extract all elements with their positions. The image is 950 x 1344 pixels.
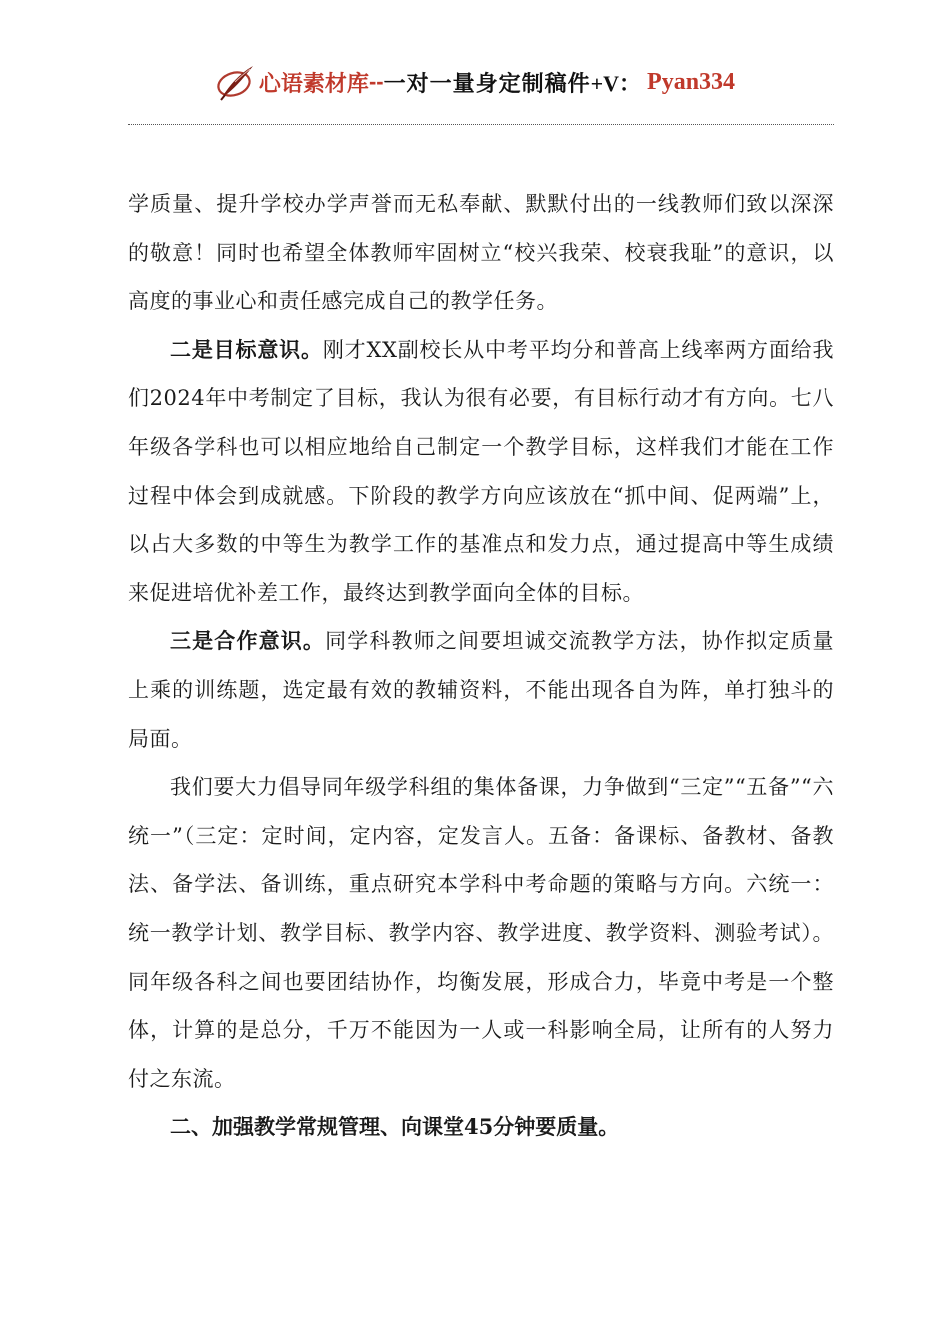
paragraph-text: 同学科教师之间要坦诚交流教学方法，协作拟定质量上乘的训练题，选定最有效的教辅资料，不能出现各自为阵，单打独斗的局面。 [128,629,835,751]
paragraph-text: 刚才XX副校长从中考平均分和普高上线率两方面给我们2024年中考制定了目标，我认为很有必要，有目标行动才有方向。七八年级各学科也可以相应地给自己制定一个教学目标，这样我们才能在工作过程中体会到成就感。下阶段的教学方向应该放在“抓中间、促两端”上，以占大多数的中等生为教学工作的基准点和发力点，通过提高中等生成绩来促进培优补差工作，最终达到教学面向全体的目标。 [128,337,835,605]
brand-separator: -- [368,69,384,94]
brand-name: 心语素材库 [258,71,369,97]
paragraph-text: 我们要大力倡导同年级学科组的集体备课，力争做到“三定”“五备”“六统一”（三定：定时间，定内容，定发言人。五备：备课标、备教材、备教法、备学法、备训练，重点研究本学科中考命题的策略与方向。六统一：统一教学计划、教学目标、教学内容、教学进度、教学资料、测验考试）。同年级各科之间也要团结协作，均衡发展，形成合力，毕竟中考是一个整体，计算的是总分，千万不能因为一人或一科影响全局，让所有的人努力付之东流。 [128,775,834,1091]
quill-logo-icon [215,62,257,102]
header-banner [215,62,735,102]
contact-label: +V： [590,70,642,96]
paragraph-continuation [128,180,834,326]
document-body [128,180,834,1152]
section-heading: 二、加强教学常规管理、向课堂45分钟要质量。 [170,1114,620,1140]
brand-slogan: 一对一量身定制稿件 [383,71,591,97]
paragraph-collective-lesson-prep [128,763,834,1103]
page-header [0,60,950,104]
paragraph-cooperation-awareness [128,617,834,763]
paragraph-goal-awareness [128,326,834,618]
contact-id: Pyan334 [647,68,736,95]
paragraph-lead: 二是目标意识。 [170,336,323,362]
paragraph-text: 学质量、提升学校办学声誉而无私奉献、默默付出的一线教师们致以深深的敬意！同时也希望全体教师牢固树立“校兴我荣、校衰我耻”的意识，以高度的事业心和责任感完成自己的教学任务。 [128,192,834,314]
paragraph-lead: 三是合作意识。 [170,628,326,654]
header-divider [128,124,834,125]
